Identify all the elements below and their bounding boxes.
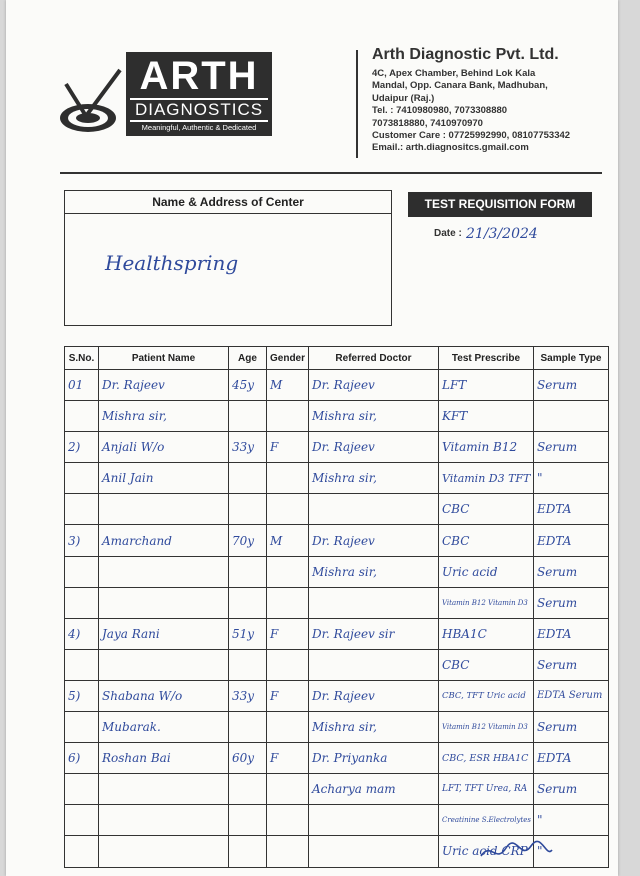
cell-test: CBC <box>439 525 534 556</box>
cell-sample: Serum <box>534 587 609 618</box>
table-row <box>65 743 609 774</box>
cell-gender <box>267 836 309 867</box>
cell-sno <box>65 805 99 836</box>
cell-age: 33y <box>229 680 267 711</box>
cell-test: CBC, TFT Uric acid <box>439 680 534 711</box>
cell-test: Vitamin D3 TFT <box>439 463 534 494</box>
cell-patient-name: Roshan Bai <box>99 743 229 774</box>
cell-sno <box>65 587 99 618</box>
cell-referred-doctor: Dr. Rajeev <box>309 432 439 463</box>
cell-sample: " <box>534 805 609 836</box>
date-label: Date : <box>434 228 462 239</box>
cell-test: CBC, ESR HBA1C <box>439 743 534 774</box>
cell-sno: 3) <box>65 525 99 556</box>
cell-gender <box>267 587 309 618</box>
patient-table <box>64 346 609 868</box>
cell-patient-name: Anjali W/o <box>99 432 229 463</box>
cell-sno: 2) <box>65 432 99 463</box>
col-age: Age <box>229 347 267 370</box>
cell-referred-doctor: Dr. Rajeev <box>309 370 439 401</box>
cell-sample <box>534 401 609 432</box>
cell-gender <box>267 463 309 494</box>
cell-sno <box>65 774 99 805</box>
cell-referred-doctor: Mishra sir, <box>309 556 439 587</box>
cell-age <box>229 587 267 618</box>
cell-patient-name <box>99 805 229 836</box>
logo-tagline: Meaningful, Authentic & Dedicated <box>141 123 257 132</box>
center-name: Healthspring <box>105 251 239 275</box>
cell-patient-name: Jaya Rani <box>99 618 229 649</box>
center-title: Name & Address of Center <box>65 191 391 214</box>
cell-patient-name <box>99 774 229 805</box>
center-box <box>64 190 392 326</box>
cell-age <box>229 494 267 525</box>
cell-sample: Serum <box>534 556 609 587</box>
cell-age: 70y <box>229 525 267 556</box>
cell-age: 33y <box>229 432 267 463</box>
cell-test: LFT <box>439 370 534 401</box>
cell-gender <box>267 494 309 525</box>
target-check-icon <box>56 66 126 136</box>
col-referred-doctor: Referred Doctor <box>309 347 439 370</box>
cell-patient-name: Shabana W/o <box>99 680 229 711</box>
table-row <box>65 649 609 680</box>
cell-sample: EDTA Serum <box>534 680 609 711</box>
cell-sample: Serum <box>534 712 609 743</box>
header-rule <box>60 172 602 174</box>
cell-gender: M <box>267 525 309 556</box>
cell-age <box>229 712 267 743</box>
cell-patient-name <box>99 587 229 618</box>
cell-age <box>229 556 267 587</box>
cell-test: LFT, TFT Urea, RA <box>439 774 534 805</box>
table-row <box>65 401 609 432</box>
cell-sample: Serum <box>534 649 609 680</box>
cell-patient-name <box>99 649 229 680</box>
cell-test: CBC <box>439 649 534 680</box>
cell-patient-name: Anil Jain <box>99 463 229 494</box>
cell-test: Vitamin B12 <box>439 432 534 463</box>
cell-age: 60y <box>229 743 267 774</box>
cell-referred-doctor: Mishra sir, <box>309 463 439 494</box>
cell-referred-doctor: Mishra sir, <box>309 712 439 743</box>
cell-test: Creatinine S.Electrolytes <box>439 805 534 836</box>
cell-patient-name: Mubarak. <box>99 712 229 743</box>
col-gender: Gender <box>267 347 309 370</box>
cell-age <box>229 463 267 494</box>
logo-sub: DIAGNOSTICS <box>130 98 268 122</box>
cell-sample: Serum <box>534 432 609 463</box>
cell-patient-name <box>99 556 229 587</box>
cell-gender <box>267 805 309 836</box>
cell-age: 45y <box>229 370 267 401</box>
table-row <box>65 494 609 525</box>
arth-logo <box>56 52 276 142</box>
col-patient-name: Patient Name <box>99 347 229 370</box>
cell-test: Uric acid <box>439 556 534 587</box>
col-sno: S.No. <box>65 347 99 370</box>
col-test: Test Prescribe <box>439 347 534 370</box>
cell-sno <box>65 556 99 587</box>
cell-patient-name: Mishra sir, <box>99 401 229 432</box>
cell-gender: M <box>267 370 309 401</box>
cell-age <box>229 774 267 805</box>
cell-test: Vitamin B12 Vitamin D3 <box>439 587 534 618</box>
cell-sample: EDTA <box>534 494 609 525</box>
cell-sample: " <box>534 463 609 494</box>
cell-test: Vitamin B12 Vitamin D3 <box>439 712 534 743</box>
cell-sample: Serum <box>534 774 609 805</box>
cell-age: 51y <box>229 618 267 649</box>
cell-referred-doctor: Dr. Priyanka <box>309 743 439 774</box>
cell-gender: F <box>267 618 309 649</box>
cell-age <box>229 836 267 867</box>
cell-sno <box>65 401 99 432</box>
form-title: TEST REQUISITION FORM <box>408 192 592 217</box>
cell-sample: EDTA <box>534 618 609 649</box>
cell-sample: EDTA <box>534 525 609 556</box>
table-row <box>65 556 609 587</box>
table-row <box>65 680 609 711</box>
cell-test: CBC <box>439 494 534 525</box>
cell-referred-doctor: Dr. Rajeev <box>309 680 439 711</box>
cell-sno <box>65 649 99 680</box>
cell-sno: 4) <box>65 618 99 649</box>
company-name: Arth Diagnostic Pvt. Ltd. <box>372 46 559 63</box>
address-line: Udaipur (Raj.) <box>372 92 435 104</box>
cell-test: Uric acid CRP <box>439 836 534 867</box>
cell-age <box>229 401 267 432</box>
cell-gender <box>267 774 309 805</box>
logo-brand: ARTH <box>139 54 259 98</box>
requisition-form-sheet <box>6 0 618 876</box>
address-line: Mandal, Opp. Canara Bank, Madhuban, <box>372 80 548 92</box>
table-row <box>65 463 609 494</box>
cell-sno: 5) <box>65 680 99 711</box>
cell-sno <box>65 712 99 743</box>
cell-gender: F <box>267 432 309 463</box>
signature <box>476 836 556 866</box>
cell-patient-name <box>99 494 229 525</box>
email-line: Email.: arth.diagnositcs.gmail.com <box>372 142 529 154</box>
cell-patient-name: Amarchand <box>99 525 229 556</box>
header-divider <box>356 50 358 158</box>
cell-sno <box>65 463 99 494</box>
cell-referred-doctor <box>309 649 439 680</box>
cell-gender <box>267 401 309 432</box>
cell-test: KFT <box>439 401 534 432</box>
cell-gender <box>267 556 309 587</box>
table-row <box>65 774 609 805</box>
table-row <box>65 525 609 556</box>
table-row <box>65 370 609 401</box>
cell-referred-doctor <box>309 494 439 525</box>
cell-sample: Serum <box>534 370 609 401</box>
date-value: 21/3/2024 <box>466 226 538 242</box>
table-row <box>65 618 609 649</box>
phone-line: 7073818880, 7410970970 <box>372 117 483 129</box>
cell-sno <box>65 494 99 525</box>
table-row <box>65 587 609 618</box>
cell-gender: F <box>267 743 309 774</box>
table-body <box>65 370 609 868</box>
cell-gender: F <box>267 680 309 711</box>
address-line: 4C, Apex Chamber, Behind Lok Kala <box>372 68 536 79</box>
table-row <box>65 712 609 743</box>
cell-referred-doctor <box>309 587 439 618</box>
cell-age <box>229 649 267 680</box>
cell-patient-name <box>99 836 229 867</box>
company-info <box>372 46 612 155</box>
cell-sample: " <box>534 836 609 867</box>
cell-age <box>229 805 267 836</box>
customer-care-line: Customer Care : 07725992990, 08107753342 <box>372 130 571 142</box>
cell-test: HBA1C <box>439 618 534 649</box>
cell-referred-doctor <box>309 805 439 836</box>
cell-referred-doctor: Dr. Rajeev sir <box>309 618 439 649</box>
table-row <box>65 805 609 836</box>
cell-sno: 6) <box>65 743 99 774</box>
cell-referred-doctor: Mishra sir, <box>309 401 439 432</box>
table-row <box>65 432 609 463</box>
cell-sample: EDTA <box>534 743 609 774</box>
cell-sno <box>65 836 99 867</box>
table-header-row <box>65 347 609 370</box>
cell-referred-doctor: Dr. Rajeev <box>309 525 439 556</box>
cell-gender <box>267 712 309 743</box>
cell-referred-doctor: Acharya mam <box>309 774 439 805</box>
col-sample: Sample Type <box>534 347 609 370</box>
cell-patient-name: Dr. Rajeev <box>99 370 229 401</box>
cell-sno: 01 <box>65 370 99 401</box>
cell-referred-doctor <box>309 836 439 867</box>
cell-gender <box>267 649 309 680</box>
phone-line: Tel. : 7410980980, 7073308880 <box>372 105 508 117</box>
